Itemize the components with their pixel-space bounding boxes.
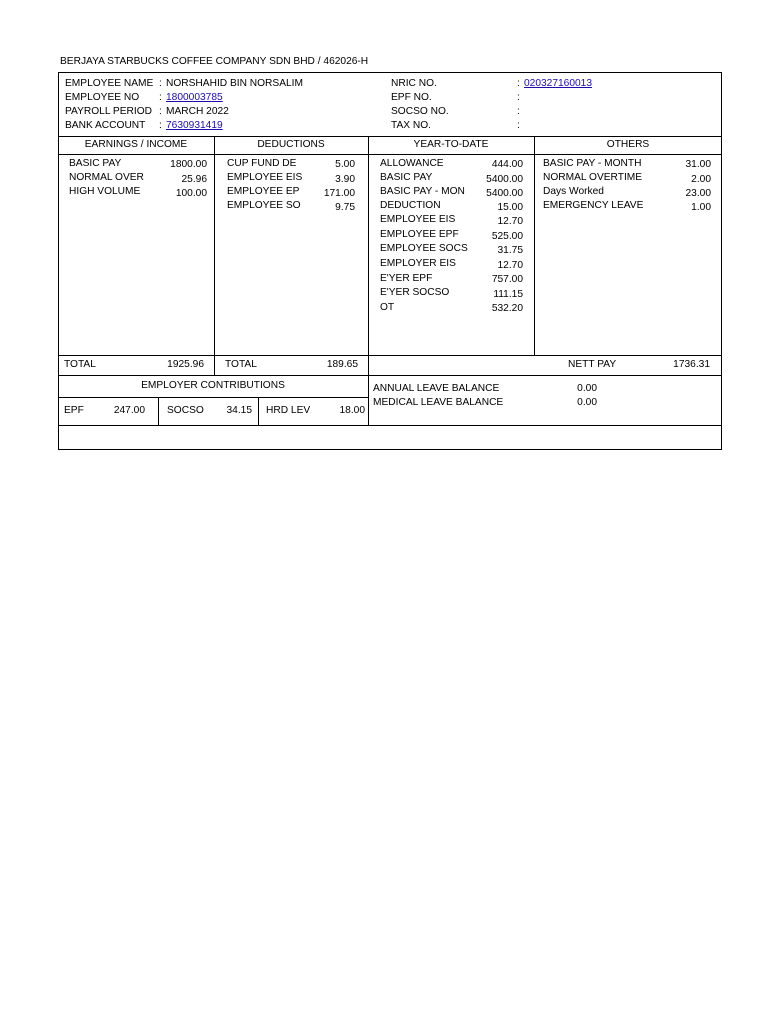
deductions-total-label: TOTAL <box>225 359 257 370</box>
ytd-item-value: 12.70 <box>497 260 523 271</box>
ytd-item-value: 31.75 <box>497 245 523 256</box>
info-label-socso-no: SOCSO NO. <box>391 106 449 117</box>
others-item-value: 2.00 <box>691 174 711 185</box>
medical-leave-label: MEDICAL LEAVE BALANCE <box>373 397 504 408</box>
ytd-item-label: DEDUCTION <box>380 200 441 211</box>
divider <box>258 397 259 425</box>
ytd-item-value: 5400.00 <box>486 174 523 185</box>
divider <box>158 397 159 425</box>
annual-leave-label: ANNUAL LEAVE BALANCE <box>373 383 500 394</box>
earnings-header: EARNINGS / INCOME <box>84 139 188 150</box>
divider <box>58 375 722 376</box>
ytd-item-label: EMPLOYEE SOCS <box>380 243 468 254</box>
deduction-item-value: 9.75 <box>335 202 355 213</box>
info-label-employee-no: EMPLOYEE NO <box>65 92 140 103</box>
others-item-label: Days Worked <box>543 186 604 197</box>
deduction-item-label: EMPLOYEE EP <box>227 186 300 197</box>
company-title: BERJAYA STARBUCKS COFFEE COMPANY SDN BHD / 462026-H <box>60 56 369 67</box>
earnings-item-label: BASIC PAY <box>69 158 122 169</box>
info-label-nric: NRIC NO. <box>391 78 437 89</box>
divider <box>368 136 369 425</box>
deductions-header: DEDUCTIONS <box>257 139 325 150</box>
divider <box>214 136 215 375</box>
info-colon: : <box>517 92 520 103</box>
info-colon: : <box>517 106 520 117</box>
ytd-header: YEAR-TO-DATE <box>413 139 489 150</box>
earnings-item-value: 25.96 <box>181 174 207 185</box>
ytd-item-value: 532.20 <box>491 303 523 314</box>
employer-hrd-label: HRD LEV <box>266 405 311 416</box>
others-item-value: 23.00 <box>685 188 711 199</box>
divider <box>58 397 368 398</box>
divider <box>58 136 722 137</box>
ytd-item-value: 15.00 <box>497 202 523 213</box>
employer-epf-label: EPF <box>64 405 84 416</box>
earnings-item-label: HIGH VOLUME <box>69 186 141 197</box>
divider <box>58 154 722 155</box>
nett-pay-value: 1736.31 <box>673 359 710 370</box>
ytd-item-label: EMPLOYEE EPF <box>380 229 459 240</box>
ytd-item-value: 12.70 <box>497 216 523 227</box>
others-item-value: 1.00 <box>691 202 711 213</box>
info-label-tax-no: TAX NO. <box>391 120 431 131</box>
earnings-item-value: 1800.00 <box>170 159 207 170</box>
info-label-employee-name: EMPLOYEE NAME <box>65 78 154 89</box>
payroll-period-value: MARCH 2022 <box>166 106 229 117</box>
others-item-label: BASIC PAY - MONTH <box>543 158 642 169</box>
deduction-item-value: 5.00 <box>335 159 355 170</box>
nric-link[interactable]: 020327160013 <box>524 78 592 89</box>
employer-socso-value: 34.15 <box>226 405 252 416</box>
earnings-item-value: 100.00 <box>175 188 207 199</box>
info-label-bank-account: BANK ACCOUNT <box>65 120 146 131</box>
ytd-item-value: 5400.00 <box>486 188 523 199</box>
others-header: OTHERS <box>606 139 650 150</box>
bank-account-link[interactable]: 7630931419 <box>166 120 223 131</box>
others-item-label: NORMAL OVERTIME <box>543 172 643 183</box>
divider <box>58 355 722 356</box>
ytd-item-label: EMPLOYER EIS <box>380 258 456 269</box>
ytd-item-value: 757.00 <box>491 274 523 285</box>
ytd-item-value: 111.15 <box>493 289 523 300</box>
ytd-item-value: 444.00 <box>491 159 523 170</box>
divider <box>58 425 722 426</box>
employer-socso-label: SOCSO <box>167 405 204 416</box>
earnings-item-label: NORMAL OVER <box>69 172 144 183</box>
medical-leave-value: 0.00 <box>577 397 597 408</box>
employee-name-value: NORSHAHID BIN NORSALIM <box>166 78 303 89</box>
ytd-item-label: BASIC PAY <box>380 172 433 183</box>
annual-leave-value: 0.00 <box>577 383 597 394</box>
deduction-item-label: EMPLOYEE EIS <box>227 172 303 183</box>
info-colon: : <box>159 120 162 131</box>
employee-no-link[interactable]: 1800003785 <box>166 92 223 103</box>
employer-contributions-title: EMPLOYER CONTRIBUTIONS <box>141 380 285 391</box>
others-item-label: EMERGENCY LEAVE <box>543 200 644 211</box>
employer-epf-value: 247.00 <box>113 405 145 416</box>
deduction-item-value: 171.00 <box>323 188 355 199</box>
divider <box>534 136 535 355</box>
ytd-item-label: ALLOWANCE <box>380 158 444 169</box>
info-colon: : <box>159 106 162 117</box>
info-label-epf-no: EPF NO. <box>391 92 432 103</box>
info-colon: : <box>517 120 520 131</box>
info-colon: : <box>159 78 162 89</box>
employer-hrd-value: 18.00 <box>339 405 365 416</box>
earnings-total-label: TOTAL <box>64 359 96 370</box>
ytd-item-label: E'YER EPF <box>380 273 433 284</box>
others-item-value: 31.00 <box>685 159 711 170</box>
ytd-item-label: E'YER SOCSO <box>380 287 450 298</box>
ytd-item-value: 525.00 <box>491 231 523 242</box>
earnings-total-value: 1925.96 <box>167 359 204 370</box>
info-label-payroll-period: PAYROLL PERIOD <box>65 106 152 117</box>
deduction-item-label: EMPLOYEE SO <box>227 200 301 211</box>
nett-pay-label: NETT PAY <box>568 359 617 370</box>
deduction-item-value: 3.90 <box>335 174 355 185</box>
info-colon: : <box>159 92 162 103</box>
deduction-item-label: CUP FUND DE <box>227 158 297 169</box>
deductions-total-value: 189.65 <box>326 359 358 370</box>
ytd-item-label: OT <box>380 302 395 313</box>
ytd-item-label: EMPLOYEE EIS <box>380 214 456 225</box>
info-colon: : <box>517 78 520 89</box>
ytd-item-label: BASIC PAY - MON <box>380 186 465 197</box>
